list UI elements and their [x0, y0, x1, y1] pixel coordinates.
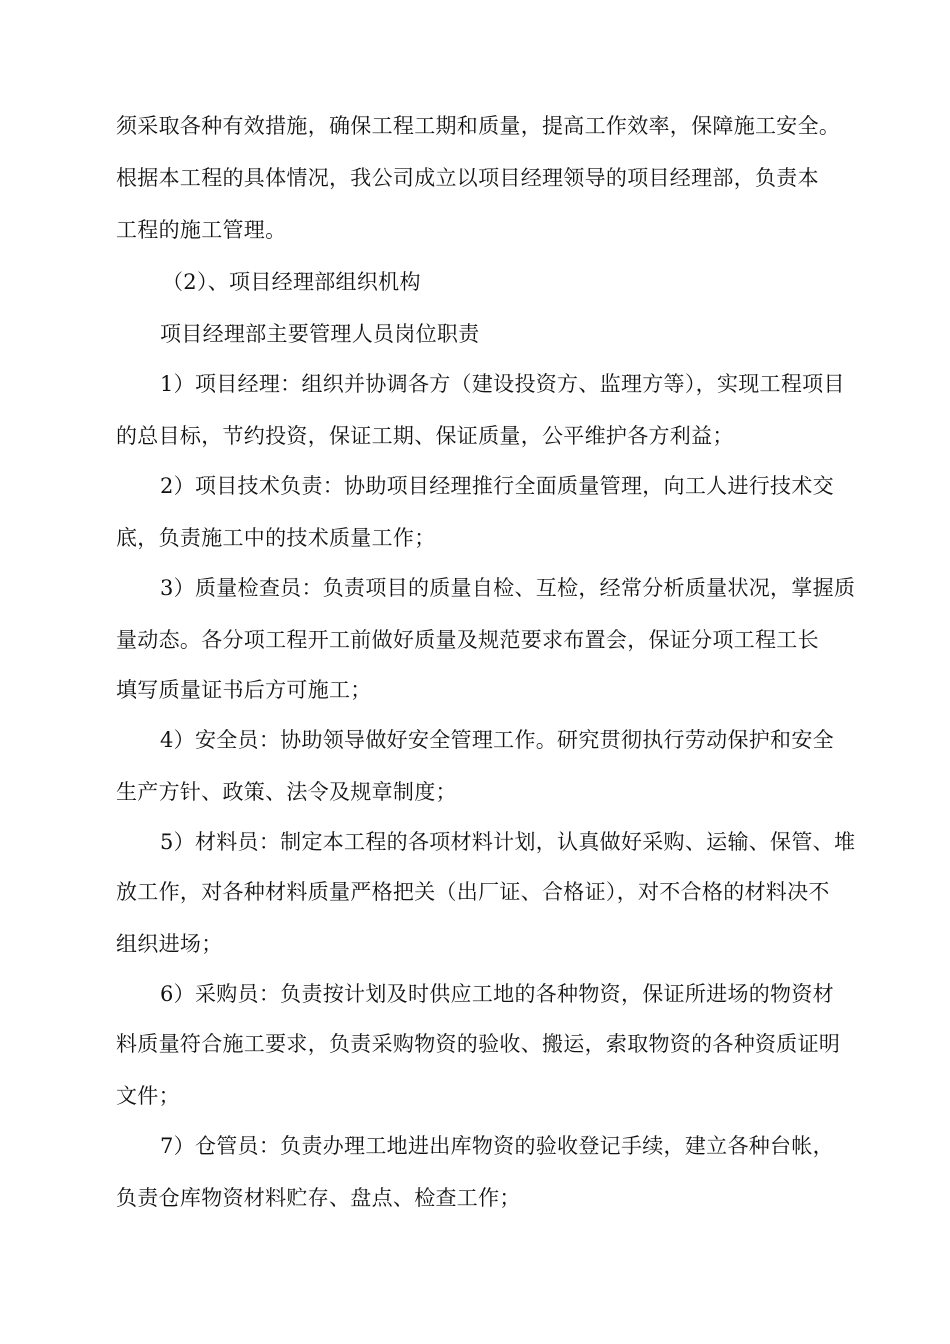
section-heading: （2）、项目经理部组织机构	[162, 270, 421, 294]
text-line: 文件；	[116, 1084, 180, 1108]
text-line: 须采取各种有效措施，确保工程工期和质量，提高工作效率，保障施工安全。	[116, 114, 841, 138]
text-line: 工程的施工管理。	[116, 218, 287, 242]
text-line: 填写质量证书后方可施工；	[116, 678, 372, 702]
text-line: 1）项目经理：组织并协调各方（建设投资方、监理方等），实现工程项目	[160, 372, 845, 396]
text-line: 5）材料员：制定本工程的各项材料计划，认真做好采购、运输、保管、堆	[160, 830, 856, 854]
text-line: 底，负责施工中的技术质量工作；	[116, 526, 436, 550]
text-line: 4）安全员：协助领导做好安全管理工作。研究贯彻执行劳动保护和安全	[160, 728, 834, 752]
text-line: 放工作，对各种材料质量严格把关（出厂证、合格证），对不合格的材料决不	[116, 880, 830, 904]
text-line: 3）质量检查员：负责项目的质量自检、互检，经常分析质量状况，掌握质	[160, 576, 856, 600]
text-line: 6）采购员：负责按计划及时供应工地的各种物资，保证所进场的物资材	[160, 982, 834, 1006]
text-line: 根据本工程的具体情况，我公司成立以项目经理领导的项目经理部，负责本	[116, 166, 819, 190]
paragraph-title: 项目经理部主要管理人员岗位职责	[160, 322, 480, 346]
text-line: 的总目标，节约投资，保证工期、保证质量，公平维护各方利益；	[116, 424, 734, 448]
text-line: 7）仓管员：负责办理工地进出库物资的验收登记手续，建立各种台帐，	[160, 1134, 834, 1158]
text-line: 组织进场；	[116, 932, 223, 956]
text-line: 负责仓库物资材料贮存、盘点、检查工作；	[116, 1186, 521, 1210]
text-line: 料质量符合施工要求，负责采购物资的验收、搬运，索取物资的各种资质证明	[116, 1032, 841, 1056]
text-line: 量动态。各分项工程开工前做好质量及规范要求布置会，保证分项工程工长	[116, 628, 819, 652]
text-line: 生产方针、政策、法令及规章制度；	[116, 780, 457, 804]
text-line: 2）项目技术负责：协助项目经理推行全面质量管理，向工人进行技术交	[160, 474, 834, 498]
